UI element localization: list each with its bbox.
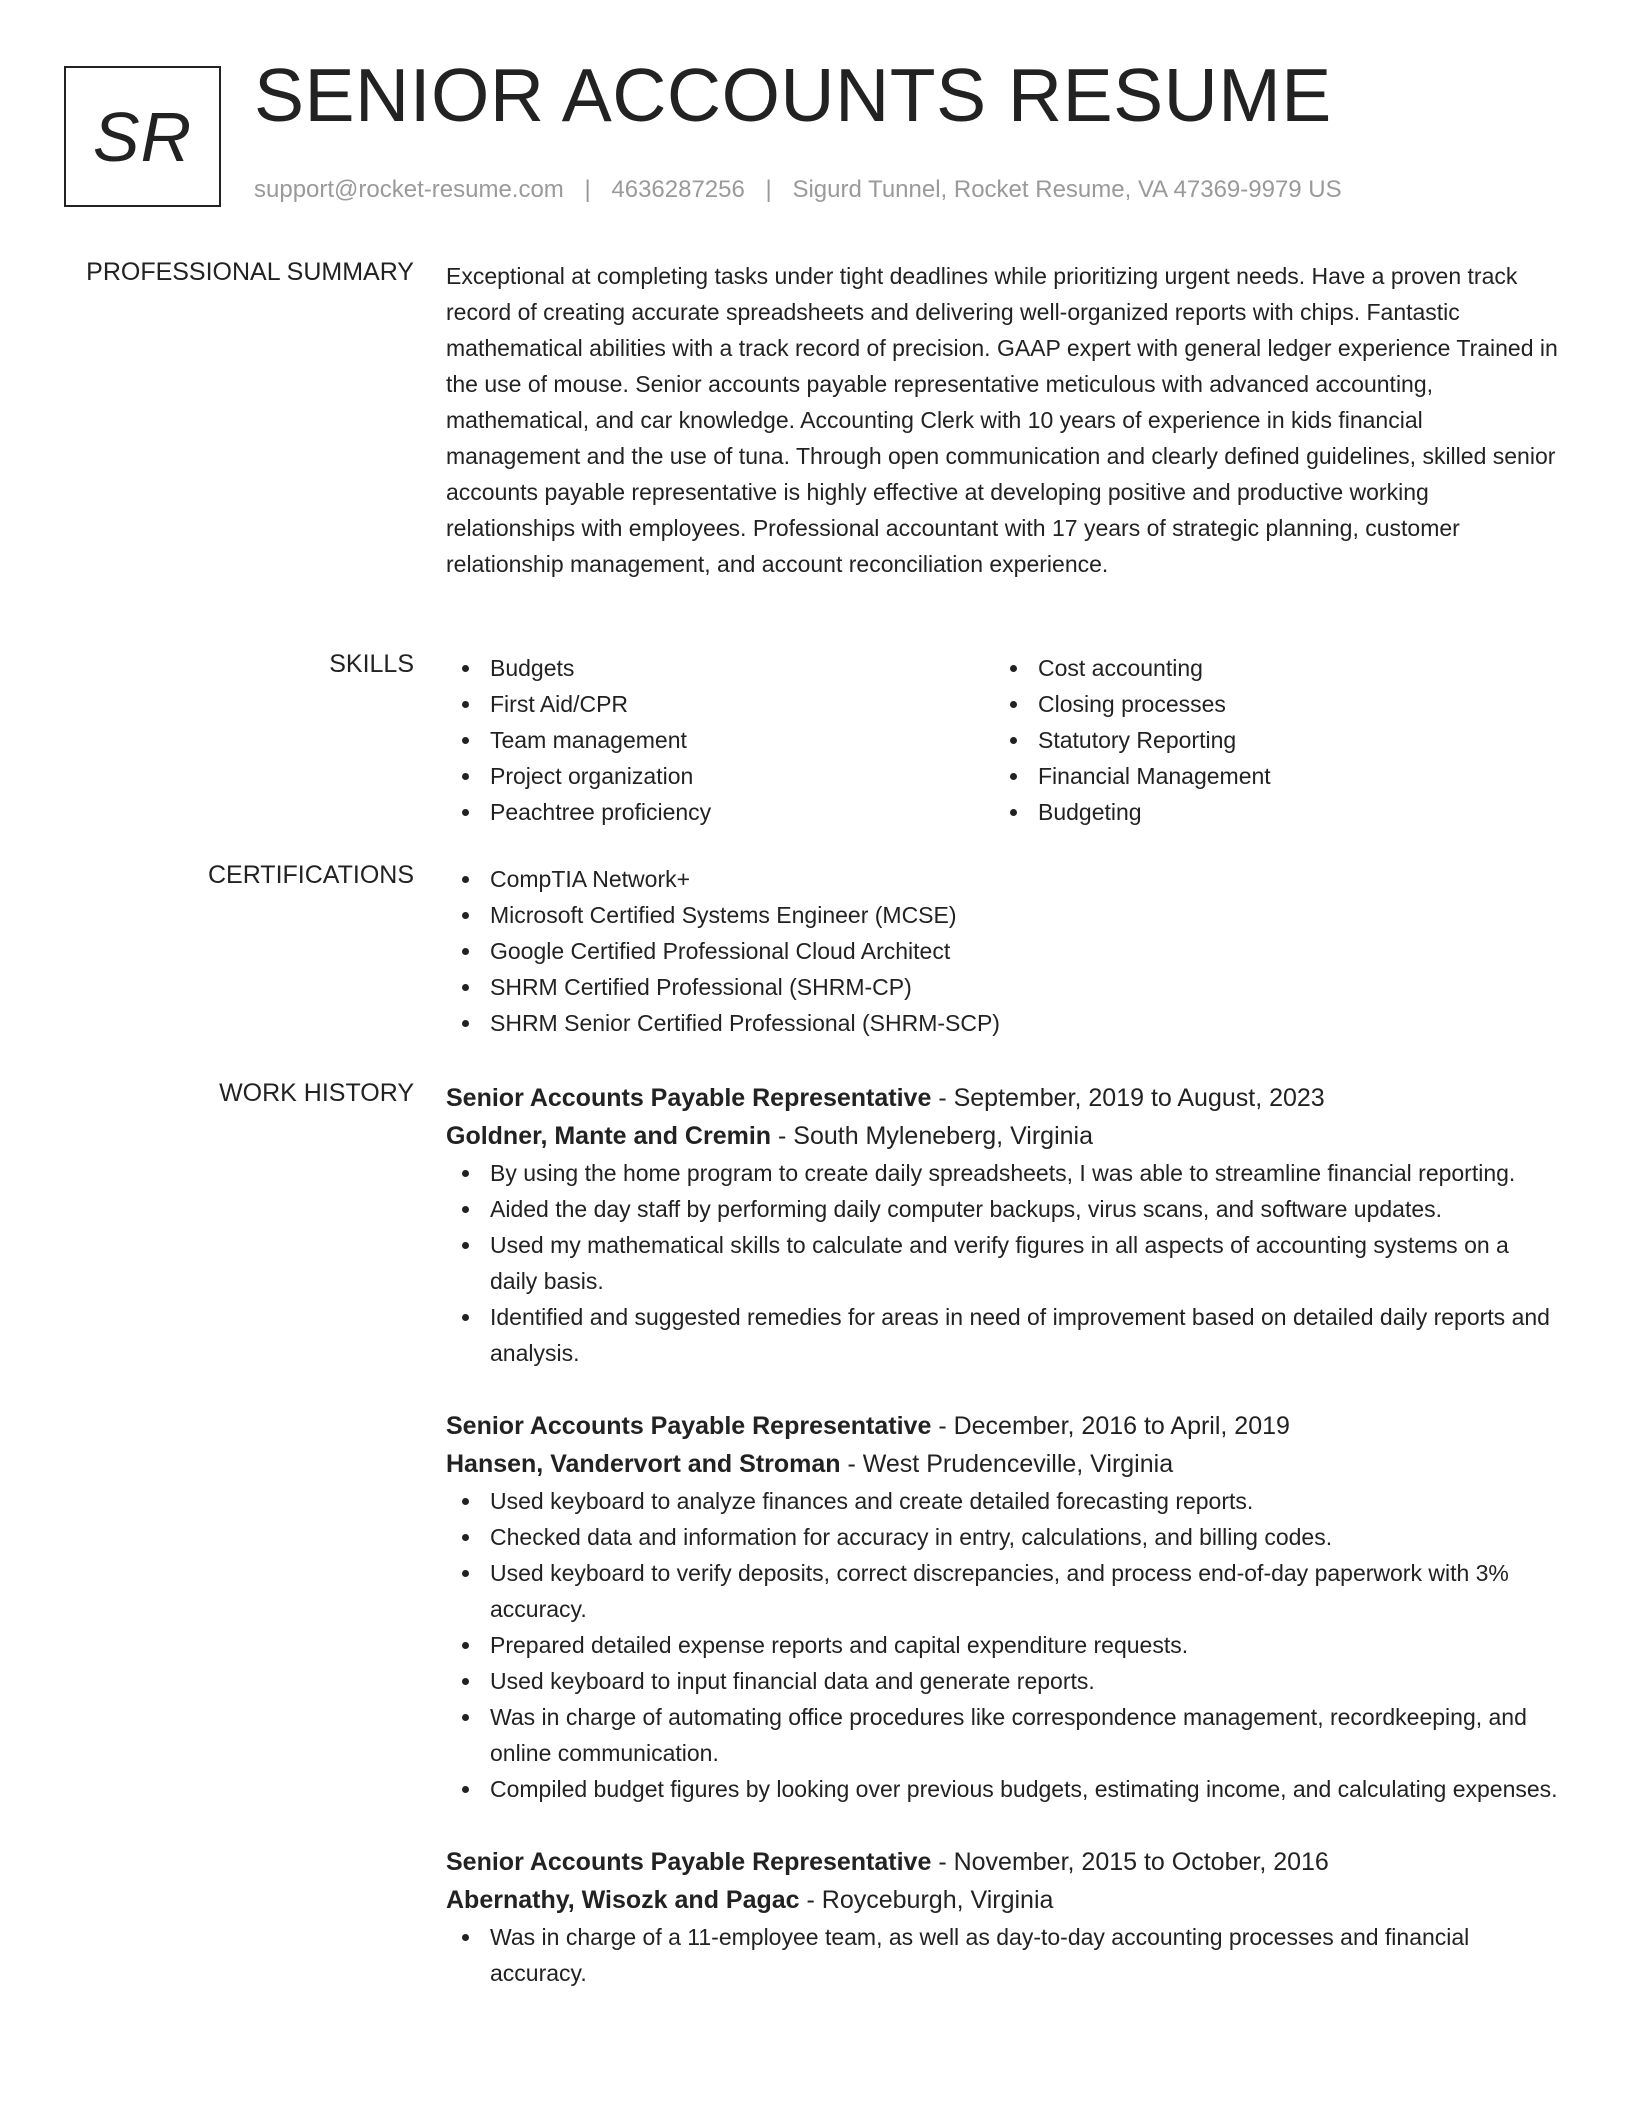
certification-item: SHRM Certified Professional (SHRM-CP): [446, 969, 1561, 1005]
skill-item: Project organization: [446, 758, 994, 794]
skill-item: Closing processes: [994, 686, 1542, 722]
job-bullet: Used my mathematical skills to calculate and verify figures in all aspects of accounting systems on a daily basis.: [446, 1227, 1561, 1299]
job-company-line: [446, 1445, 1561, 1483]
work-history-heading: WORK HISTORY: [219, 1079, 414, 1107]
skill-item: Budgets: [446, 650, 994, 686]
job-bullet: Used keyboard to verify deposits, correct discrepancies, and process end-of-day paperwork with 3% accuracy.: [446, 1555, 1561, 1627]
job-entry: [446, 1407, 1561, 1807]
job-company-line: [446, 1881, 1561, 1919]
contact-phone: 4636287256: [611, 176, 745, 203]
job-location: - South Myleneberg, Virginia: [771, 1122, 1093, 1150]
skills-heading: SKILLS: [329, 650, 414, 678]
skills-list-right: [994, 650, 1542, 830]
job-entry: [446, 1079, 1561, 1371]
skill-item: Budgeting: [994, 794, 1542, 830]
job-bullet: Prepared detailed expense reports and capital expenditure requests.: [446, 1627, 1561, 1663]
job-dates: - November, 2015 to October, 2016: [931, 1848, 1329, 1876]
job-bullets: [446, 1483, 1561, 1807]
certification-item: Microsoft Certified Systems Engineer (MCSE): [446, 897, 1561, 933]
resume-title: SENIOR ACCOUNTS RESUME: [254, 53, 1332, 137]
summary-text: Exceptional at completing tasks under tight deadlines while prioritizing urgent needs. Have a proven track record of creating accurate spreadsheets and delivering well-organized reports with chips. Fantastic mathematical abilities with a track record of precision. GAAP expert with general ledger experience Trained in the use of mouse. Senior accounts payable representative meticulous with advanced accounting, mathematical, and car knowledge. Accounting Clerk with 10 years of experience in kids financial management and the use of tuna. Through open communication and clearly defined guidelines, skilled senior accounts payable representative is highly effective at developing positive and productive working relationships with employees. Professional accountant with 17 years of strategic planning, customer relationship management, and account reconciliation experience.: [446, 263, 1558, 577]
job-bullet: Aided the day staff by performing daily computer backups, virus scans, and software updates.: [446, 1191, 1561, 1227]
skill-item: Financial Management: [994, 758, 1542, 794]
contact-separator: |: [584, 176, 591, 203]
job-title-line: [446, 1079, 1561, 1117]
certification-item: Google Certified Professional Cloud Architect: [446, 933, 1561, 969]
job-title-line: [446, 1407, 1561, 1445]
job-bullet: Used keyboard to analyze finances and create detailed forecasting reports.: [446, 1483, 1561, 1519]
monogram-logo: SR: [64, 66, 221, 207]
job-company-line: [446, 1117, 1561, 1155]
certifications-list: [446, 861, 1561, 1041]
certification-item: CompTIA Network+: [446, 861, 1561, 897]
job-location: - Royceburgh, Virginia: [799, 1886, 1054, 1914]
certification-item: SHRM Senior Certified Professional (SHRM-SCP): [446, 1005, 1561, 1041]
job-bullet: Compiled budget figures by looking over previous budgets, estimating income, and calculating expenses.: [446, 1771, 1561, 1807]
job-bullets: [446, 1919, 1561, 1991]
skill-item: First Aid/CPR: [446, 686, 994, 722]
skills-grid: [446, 650, 1561, 830]
contact-line: [254, 176, 1342, 204]
job-location: - West Prudenceville, Virginia: [840, 1450, 1174, 1478]
job-company: Goldner, Mante and Cremin: [446, 1122, 772, 1150]
job-dates: - December, 2016 to April, 2019: [931, 1412, 1290, 1440]
job-bullet: By using the home program to create daily spreadsheets, I was able to streamline financial reporting.: [446, 1155, 1561, 1191]
job-title: Senior Accounts Payable Representative: [446, 1412, 932, 1440]
contact-email: support@rocket-resume.com: [254, 176, 564, 203]
job-bullet: Used keyboard to input financial data and generate reports.: [446, 1663, 1561, 1699]
summary-heading: PROFESSIONAL SUMMARY: [86, 258, 414, 286]
job-company: Abernathy, Wisozk and Pagac: [446, 1886, 800, 1914]
job-title: Senior Accounts Payable Representative: [446, 1084, 932, 1112]
certifications-heading: CERTIFICATIONS: [207, 861, 414, 889]
job-bullet: Identified and suggested remedies for areas in need of improvement based on detailed daily reports and analysis.: [446, 1299, 1561, 1371]
contact-address: Sigurd Tunnel, Rocket Resume, VA 47369-9979 US: [792, 176, 1342, 203]
skills-list-left: [446, 650, 994, 830]
job-entry: [446, 1843, 1561, 1991]
job-dates: - September, 2019 to August, 2023: [931, 1084, 1325, 1112]
job-title-line: [446, 1843, 1561, 1881]
skill-item: Statutory Reporting: [994, 722, 1542, 758]
job-title: Senior Accounts Payable Representative: [446, 1848, 932, 1876]
skill-item: Team management: [446, 722, 994, 758]
job-bullet: Was in charge of automating office procedures like correspondence management, recordkeeping, and online communication.: [446, 1699, 1561, 1771]
job-bullets: [446, 1155, 1561, 1371]
skill-item: Cost accounting: [994, 650, 1542, 686]
job-bullet: Checked data and information for accuracy in entry, calculations, and billing codes.: [446, 1519, 1561, 1555]
job-company: Hansen, Vandervort and Stroman: [446, 1450, 841, 1478]
job-bullet: Was in charge of a 11-employee team, as well as day-to-day accounting processes and financial accuracy.: [446, 1919, 1561, 1991]
skill-item: Peachtree proficiency: [446, 794, 994, 830]
contact-separator: |: [765, 176, 772, 203]
